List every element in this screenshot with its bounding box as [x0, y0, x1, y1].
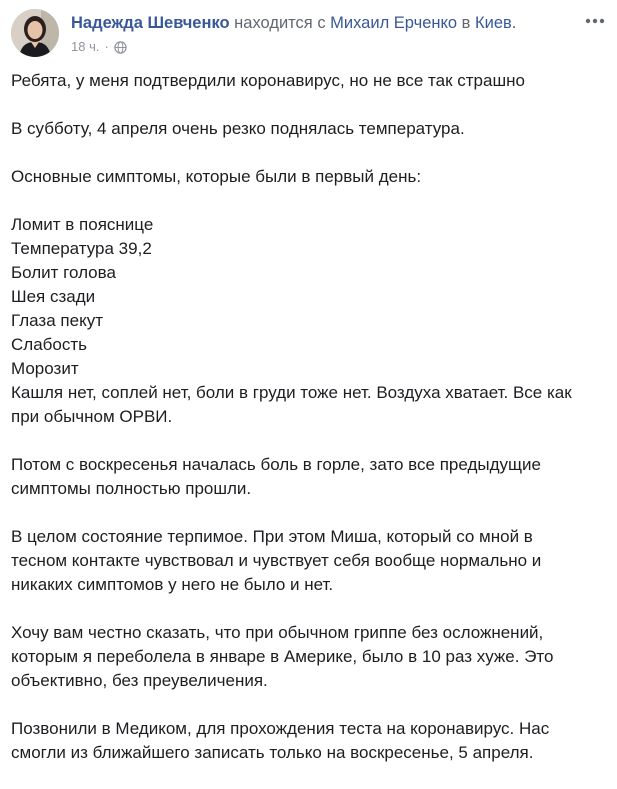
post-text-line: Ребята, у меня подтвердили коронавирус, но не все так страшно	[11, 71, 525, 90]
post-text-line: объективно, без преувеличения.	[11, 671, 268, 690]
post-text-line: Ломит в пояснице	[11, 215, 154, 234]
post-body	[11, 69, 603, 789]
post-text-line: Глаза пекут	[11, 311, 103, 330]
post-text-line: Позвонили в Медиком, для прохождения теста на коронавирус. Нас	[11, 719, 550, 738]
post-text-line: В субботу, 4 апреля очень резко поднялась температура.	[11, 119, 465, 138]
author-name-link[interactable]: Надежда Шевченко	[71, 14, 230, 32]
post-timestamp[interactable]: 18 ч.	[71, 39, 100, 54]
post-paragraph	[11, 69, 603, 93]
post-text-line: В целом состояние терпимое. При этом Миша, который со мной в	[11, 527, 533, 546]
post-text-line: Шея сзади	[11, 287, 96, 306]
post-meta	[71, 39, 567, 55]
post-text-line: Болит голова	[11, 263, 116, 282]
meta-separator: ·	[104, 39, 109, 54]
more-options-icon[interactable]	[583, 11, 607, 31]
avatar[interactable]	[11, 9, 59, 57]
post-text-line: Основные симптомы, которые были в первый день:	[11, 167, 422, 186]
with-text: находится с	[229, 14, 331, 32]
post-text-line: Хочу вам честно сказать, что при обычном гриппе без осложнений,	[11, 623, 544, 642]
post-paragraph	[11, 165, 603, 189]
post-title-line	[71, 13, 567, 33]
post-text-line: никаких симптомов у него не было и нет.	[11, 575, 334, 594]
post-paragraph	[11, 525, 603, 597]
in-text: в	[457, 14, 476, 32]
post-paragraph	[11, 213, 603, 429]
post-text-line: тесном контакте чувствовал и чувствует себя вообще нормально и	[11, 551, 542, 570]
post-text-line: Морозит	[11, 359, 79, 378]
post-header	[11, 9, 607, 61]
post-text-line: Потом с воскресенья началась боль в горле, зато все предыдущие	[11, 455, 541, 474]
post-text-line: Кашля нет, соплей нет, боли в груди тоже нет. Воздуха хватает. Все как	[11, 383, 572, 402]
globe-icon[interactable]	[114, 41, 127, 54]
post-header-text	[71, 13, 567, 55]
post-text-line: которым я переболела в январе в Америке, было в 10 раз хуже. Это	[11, 647, 554, 666]
post-paragraph	[11, 117, 603, 141]
post-text-line: Слабость	[11, 335, 87, 354]
avatar-photo-icon	[11, 9, 59, 57]
post-paragraph	[11, 717, 603, 765]
place-link[interactable]: Киев.	[475, 14, 517, 32]
post-text-line: смогли из ближайшего записать только на воскресенье, 5 апреля.	[11, 743, 534, 762]
post-paragraph	[11, 621, 603, 693]
post-paragraph	[11, 453, 603, 501]
post-text-line: Температура 39,2	[11, 239, 152, 258]
post-text-line: симптомы полностью прошли.	[11, 479, 252, 498]
tagged-person-link[interactable]: Михаил Ерченко	[330, 14, 458, 32]
post-text-line: при обычном ОРВИ.	[11, 407, 173, 426]
